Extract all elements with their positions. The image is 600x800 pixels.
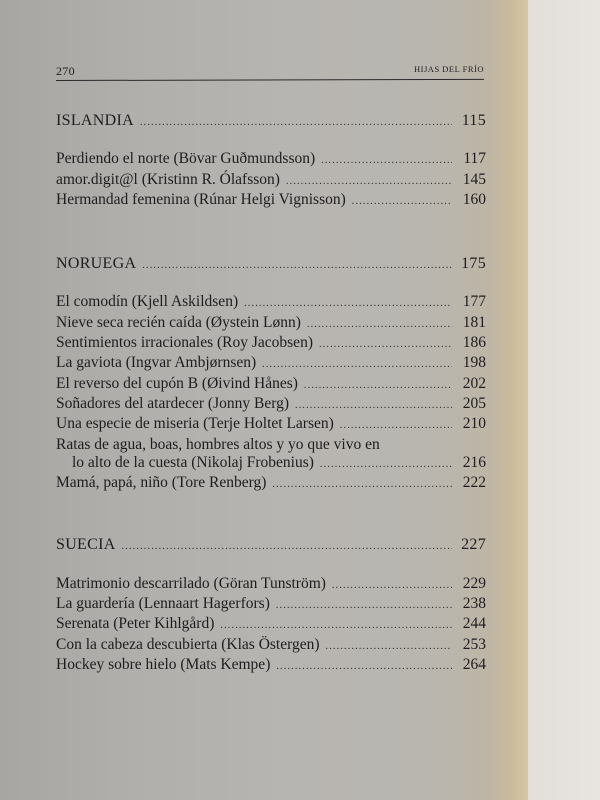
section-title: NORUEGA [56,255,137,273]
dot-leader [326,638,452,656]
section-title: SUECIA [56,536,116,554]
entry-continuation [56,454,486,474]
entry-title: El comodín (Kjell Askildsen) [56,293,239,311]
entry-title: Hermandad femenina (Rúnar Helgi Vignisson) [56,190,346,208]
entry-title-line-1: Ratas de agua, boas, hombres altos y yo que vivo en [56,435,380,453]
dot-leader [262,356,452,374]
entry-title: Mamá, papá, niño (Tore Renberg) [56,474,267,492]
dot-leader [286,173,452,191]
entry-title: Serenata (Peter Kihlgård) [56,615,215,633]
book-title: HIJAS DEL FRÍO [414,64,484,74]
entry-page: 117 [463,150,486,168]
dot-leader [307,316,452,334]
dot-leader [352,193,452,211]
entry-page: 177 [462,293,486,311]
dot-leader [122,538,452,556]
dot-leader [244,295,452,313]
toc-entry [56,334,486,354]
toc-entry [56,474,486,494]
right-book-page-edge [528,0,600,800]
toc-entry [56,150,486,170]
section-heading [56,255,486,275]
entry-title: Hockey sobre hielo (Mats Kempe) [56,655,271,673]
entry-page: 216 [462,453,486,471]
toc-entry [56,415,486,435]
toc-entry [56,656,486,676]
toc-entry-multiline [56,436,486,475]
section-page: 227 [461,536,486,554]
entry-title: amor.digit@l (Kristinn R. Ólafsson) [56,170,280,188]
dot-leader [276,597,452,615]
dot-leader [321,152,452,170]
entry-page: 160 [462,190,486,208]
entry-page: 145 [462,170,486,188]
entry-title: El reverso del cupón B (Øivind Hånes) [56,374,298,392]
toc-entry [56,314,486,334]
entry-page: 253 [462,635,486,653]
entry-page: 202 [462,374,486,392]
toc-entry [56,595,486,615]
dot-leader [332,577,452,595]
running-head [56,64,484,80]
entry-title: Una especie de miseria (Terje Holtet Larsen) [56,415,334,433]
section-title: ISLANDIA [56,112,134,129]
entry-page: 198 [462,354,486,372]
entry-title: La gaviota (Ingvar Ambjørnsen) [56,354,257,372]
dot-leader [304,377,452,395]
toc-entry [56,171,486,191]
toc-entry [56,191,486,211]
toc-entry [56,354,486,374]
section-spacer [56,494,486,536]
header-rule [56,79,484,81]
entry-title: Con la cabeza descubierta (Klas Östergen) [56,635,320,653]
entry-title: Matrimonio descarrilado (Göran Tunström) [56,574,326,592]
dot-leader [319,336,452,354]
toc-entry [56,615,486,635]
dot-leader [220,617,452,635]
dot-leader [142,257,452,275]
entry-title-line-2: lo alto de la cuesta (Nikolaj Frobenius) [72,453,314,471]
entry-title: Perdiendo el norte (Bövar Guðmundsson) [56,150,316,168]
dot-leader [276,658,452,676]
section-noruega [56,255,486,494]
toc-entry [56,636,486,656]
toc-entry [56,293,486,313]
dot-leader [320,456,452,474]
entry-page: 205 [462,394,486,412]
section-heading [56,536,486,556]
entry-page: 210 [462,415,486,433]
section-islandia [56,112,486,211]
section-page: 115 [461,112,486,129]
entry-page: 264 [462,655,486,673]
entry-title: La guardería (Lennaart Hagerfors) [56,595,270,613]
entry-page: 238 [462,595,486,613]
table-of-contents [56,112,486,676]
toc-entry [56,395,486,415]
dot-leader [295,397,452,415]
entry-page: 186 [462,334,486,352]
entry-page: 222 [462,474,486,492]
dot-leader [140,114,452,132]
entry-page: 181 [462,313,486,331]
section-page: 175 [461,255,486,273]
section-heading [56,112,486,132]
page-number: 270 [56,64,75,78]
entry-page: 244 [462,615,486,633]
section-suecia [56,536,486,676]
dot-leader [340,417,452,435]
toc-entry [56,575,486,595]
entry-title: Sentimientos irracionales (Roy Jacobsen) [56,334,313,352]
entry-title: Soñadores del atardecer (Jonny Berg) [56,394,289,412]
toc-entry [56,375,486,395]
entry-title: Nieve seca recién caída (Øystein Lønn) [56,313,301,331]
section-spacer [56,211,486,255]
entry-page: 229 [462,574,486,592]
dot-leader [272,476,452,494]
